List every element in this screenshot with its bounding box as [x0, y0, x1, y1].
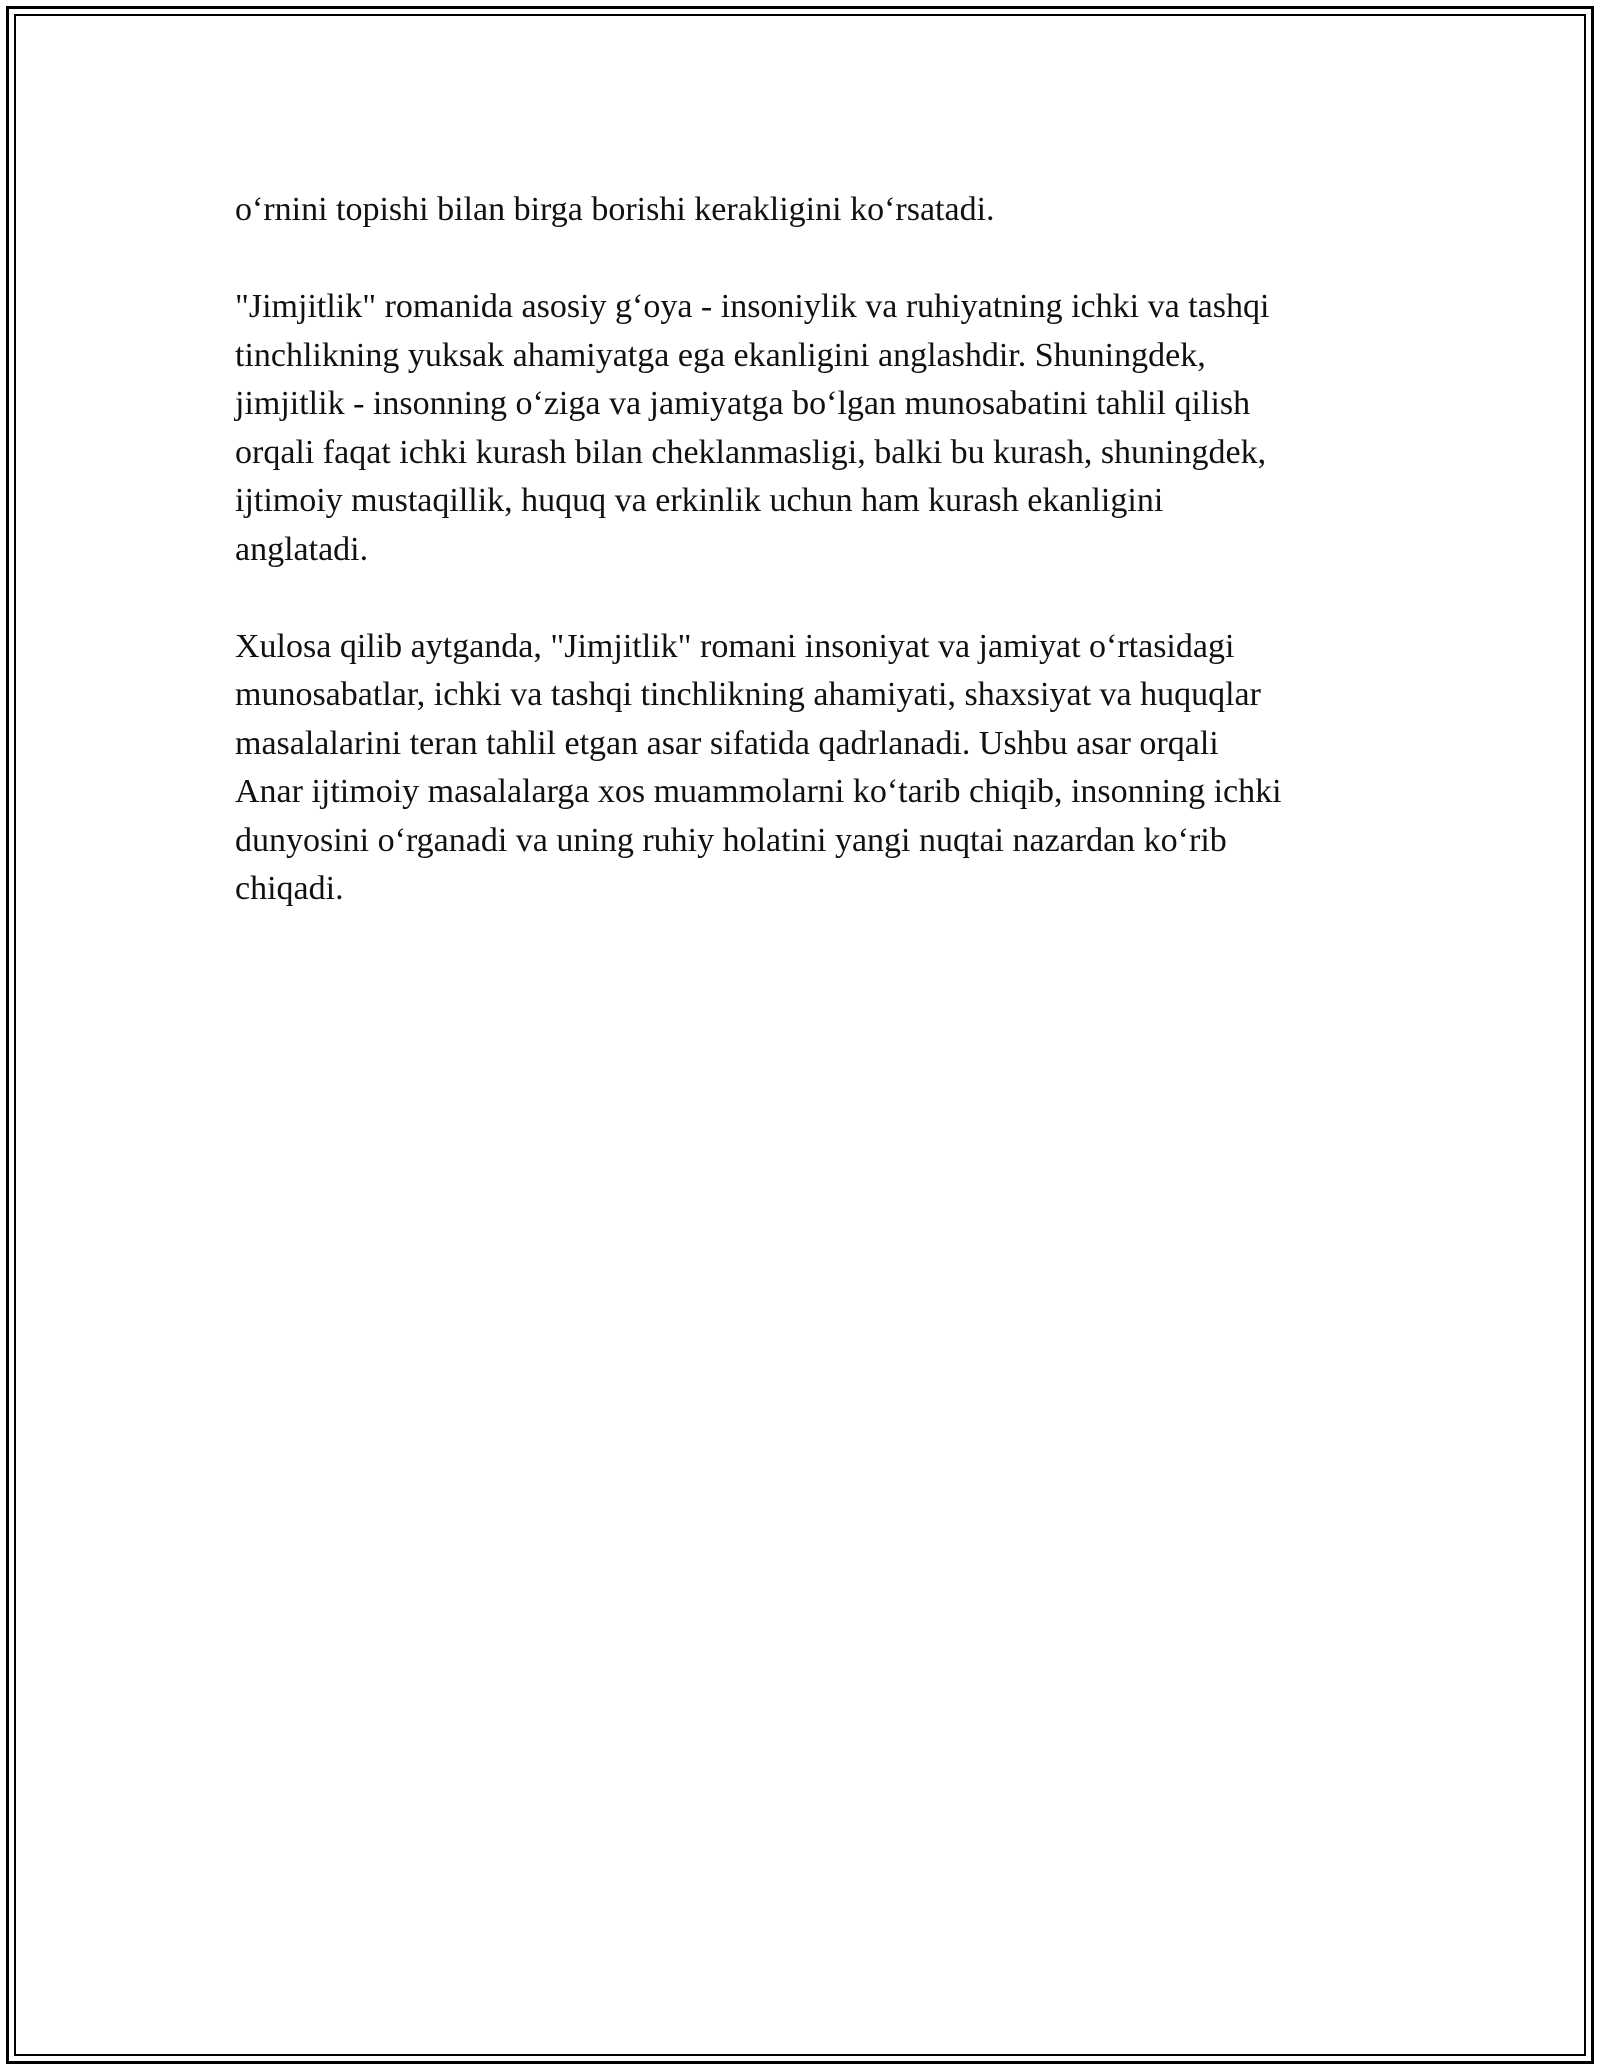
- paragraph-3: Xulosa qilib aytganda, "Jimjitlik" romani insoniyat va jamiyat o‘rtasidagi munosabatlar, ichki va tashqi tinchlikning ahamiyati, shaxsiyat va huquqlar masalalarini teran tahlil etgan asar sifatida qadrlanadi. Ushbu asar orqali Anar ijtimoiy masalalarga xos muammolarni ko‘tarib chiqib, insonning ichki dunyosini o‘rganadi va uning ruhiy holatini yangi nuqtai nazardan ko‘rib chiqadi.: [235, 627, 1282, 907]
- paragraph-2: "Jimjitlik" romanida asosiy g‘oya - insoniylik va ruhiyatning ichki va tashqi tinchlikning yuksak ahamiyatga ega ekanligini anglashdir. Shuningdek, jimjitlik - insonning o‘ziga va jamiyatga bo‘lgan munosabatini tahlil qilish orqali faqat ichki kurash bilan cheklanmasligi, balki bu kurash, shuningdek, ijtimoiy mustaqillik, huquq va erkinlik uchun ham kurash ekanligini anglatadi.: [235, 288, 1270, 568]
- paragraph-1: o‘rnini topishi bilan birga borishi kerakligini ko‘rsatadi.: [235, 191, 995, 228]
- document-body: [235, 186, 1395, 962]
